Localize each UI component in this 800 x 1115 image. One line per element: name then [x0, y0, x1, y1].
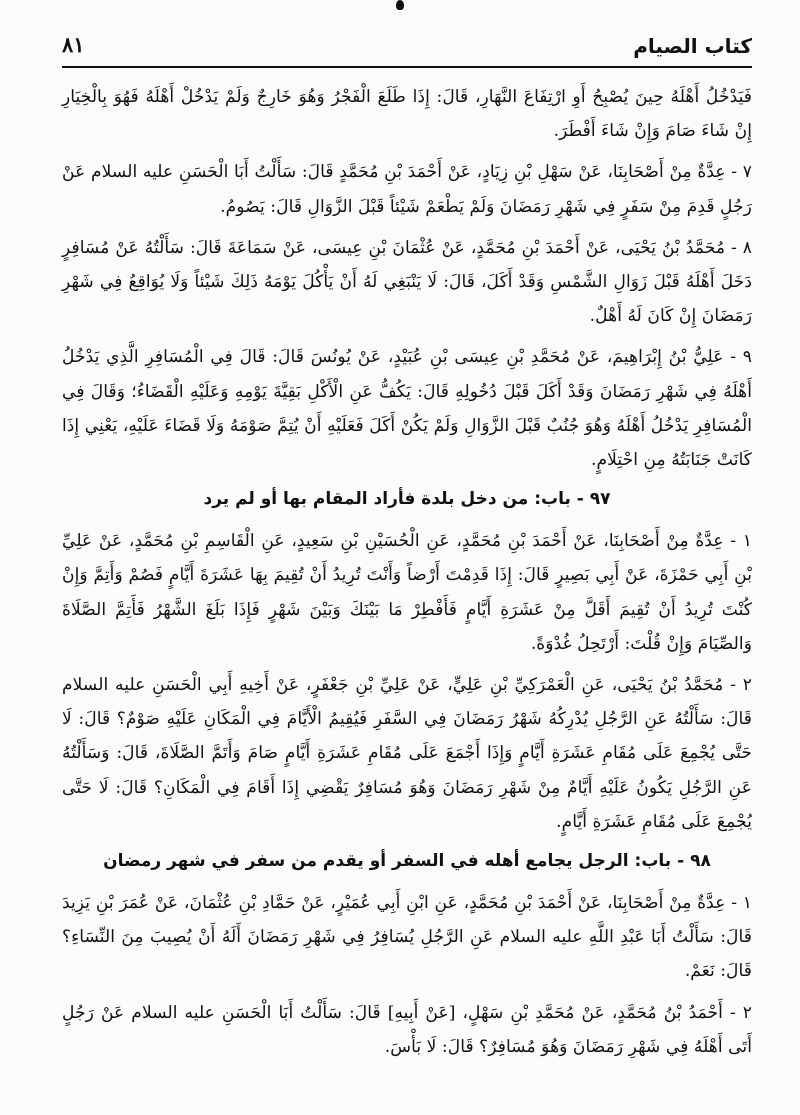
- hadith-97-2: ٢ - مُحَمَّدُ بْنُ يَحْيَى، عَنِ الْعَمْرَكِيِّ بْنِ عَلِيٍّ، عَنْ عَلِيِّ بْنِ جَعْفَرٍ، عَنْ أَخِيهِ أَبِي الْحَسَنِ عليه السلام قَالَ: سَأَلْتُهُ عَنِ الرَّجُلِ يُدْرِكُهُ شَهْرُ رَمَضَانَ فِي السَّفَرِ فَيُقِيمُ الْأَيَّامَ فِي الْمَكَانِ عَلَيْهِ صَوْمٌ؟ قَالَ: لَا حَتَّى يُجْمِعَ عَلَى مُقَامِ عَشَرَةِ أَيَّامٍ وَإِذَا أَجْمَعَ عَلَى مُقَامِ عَشَرَةِ أَيَّامٍ صَامَ وَأَتَمَّ الصَّلَاةَ، قَالَ: وَسَأَلْتُهُ عَنِ الرَّجُلِ يَكُونُ عَلَيْهِ أَيَّامٌ مِنْ شَهْرِ رَمَضَانَ وَهُوَ مُسَافِرٌ يَقْضِي إِذَا أَقَامَ فِي الْمَكَانِ؟ قَالَ: لَا حَتَّى يُجْمِعَ عَلَى مُقَامِ عَشَرَةِ أَيَّامٍ.: [62, 675, 752, 832]
- header-rule: [62, 66, 752, 68]
- hadith-98-1: ١ - عِدَّةٌ مِنْ أَصْحَابِنَا، عَنْ أَحْمَدَ بْنِ مُحَمَّدٍ، عَنِ ابْنِ أَبِي عُمَيْرٍ، عَنْ حَمَّادِ بْنِ عُثْمَانَ، عَنْ عُمَرَ بْنِ يَزِيدَ قَالَ: سَأَلْتُ أَبَا عَبْدِ اللَّهِ عليه السلام عَنِ الرَّجُلِ يُسَافِرُ فِي شَهْرِ رَمَضَانَ أَلَهُ أَنْ يُصِيبَ مِنَ النِّسَاءِ؟ قَالَ: نَعَمْ.: [62, 893, 752, 982]
- hadith-8: ٨ - مُحَمَّدُ بْنُ يَحْيَى، عَنْ أَحْمَدَ بْنِ مُحَمَّدٍ، عَنْ عُثْمَانَ بْنِ عِيسَى، عَنْ سَمَاعَةَ قَالَ: سَأَلْتُهُ عَنْ مُسَافِرٍ دَخَلَ أَهْلَهُ قَبْلَ زَوَالِ الشَّمْسِ وَقَدْ أَكَلَ، قَالَ: لَا يَنْبَغِي لَهُ أَنْ يَأْكُلَ يَوْمَهُ ذَلِكَ شَيْئاً وَلَا يُوَاقِعُ فِي شَهْرِ رَمَضَانَ إِنْ كَانَ لَهُ أَهْلٌ.: [62, 237, 752, 327]
- page-body: [62, 80, 752, 1071]
- page-number: ٨١: [62, 32, 85, 57]
- running-title: كتاب الصيام: [633, 34, 752, 58]
- chapter-heading-98: ٩٨ - باب: الرجل يجامع أهله في السفر أو يقدم من سفر في شهر رمضان: [103, 851, 711, 872]
- paragraph-continuation: فَيَدْخُلُ أَهْلَهُ حِينَ يُصْبِحُ أَوِ ارْتِفَاعَ النَّهَارِ، قَالَ: إِذَا طَلَعَ الْفَجْرُ وَهُوَ خَارِجٌ وَلَمْ يَدْخُلْ أَهْلَهُ فَهُوَ بِالْخِيَارِ إِنْ شَاءَ صَامَ وَإِنْ شَاءَ أَفْطَرَ.: [62, 87, 752, 142]
- top-ink-mark: [396, 0, 404, 10]
- hadith-98-2: ٢ - أَحْمَدُ بْنُ مُحَمَّدٍ، عَنْ مُحَمَّدِ بْنِ سَهْلٍ، [عَنْ أَبِيهِ] قَالَ: سَأَلْتُ أَبَا الْحَسَنِ عليه السلام عَنْ رَجُلٍ أَتَى أَهْلَهُ فِي شَهْرِ رَمَضَانَ وَهُوَ مُسَافِرٌ؟ قَالَ: لَا بَأْسَ.: [62, 1002, 752, 1057]
- hadith-9: ٩ - عَلِيُّ بْنُ إِبْرَاهِيمَ، عَنْ مُحَمَّدِ بْنِ عِيسَى بْنِ عُبَيْدٍ، عَنْ يُونُسَ قَالَ: قَالَ فِي الْمُسَافِرِ الَّذِي يَدْخُلُ أَهْلَهُ فِي شَهْرِ رَمَضَانَ وَقَدْ أَكَلَ قَبْلَ دُخُولِهِ قَالَ: يَكُفُّ عَنِ الْأَكْلِ بَقِيَّةَ يَوْمِهِ وَعَلَيْهِ الْقَضَاءُ؛ وَقَالَ فِي الْمُسَافِرِ يَدْخُلُ أَهْلَهُ وَهُوَ جُنُبٌ قَبْلَ الزَّوَالِ وَلَمْ يَكُنْ أَكَلَ فَعَلَيْهِ أَنْ يُتِمَّ صَوْمَهُ وَلَا قَضَاءَ عَلَيْهِ، يَعْنِي إِذَا كَانَتْ جَنَابَتُهُ مِنِ احْتِلَامٍ.: [62, 347, 752, 471]
- chapter-heading-97: ٩٧ - باب: من دخل بلدة فأراد المقام بها أو لم يرد: [203, 489, 611, 510]
- hadith-97-1: ١ - عِدَّةٌ مِنْ أَصْحَابِنَا، عَنْ أَحْمَدَ بْنِ مُحَمَّدٍ، عَنِ الْحُسَيْنِ بْنِ سَعِيدٍ، عَنِ الْقَاسِمِ بْنِ مُحَمَّدٍ، عَنْ عَلِيِّ بْنِ أَبِي حَمْزَةَ، عَنْ أَبِي بَصِيرٍ قَالَ: إِذَا قَدِمْتَ أَرْضاً وَأَنْتَ تُرِيدُ أَنْ تُقِيمَ بِهَا عَشَرَةَ أَيَّامٍ فَصُمْ وَأَتِمَّ وَإِنْ كُنْتَ تُرِيدُ أَنْ تُقِيمَ أَقَلَّ مِنْ عَشَرَةِ أَيَّامٍ فَأَفْطِرْ مَا بَيْنَكَ وَبَيْنَ شَهْرٍ فَإِذَا بَلَغَ الشَّهْرُ فَأَتِمَّ الصَّلَاةَ وَالصِّيَامَ وَإِنْ قُلْتَ: أَرْتَحِلُ غُدْوَةً.: [62, 531, 752, 654]
- hadith-7: ٧ - عِدَّةٌ مِنْ أَصْحَابِنَا، عَنْ سَهْلِ بْنِ زِيَادٍ، عَنْ أَحْمَدَ بْنِ مُحَمَّدٍ قَالَ: سَأَلْتُ أَبَا الْحَسَنِ عليه السلام عَنْ رَجُلٍ قَدِمَ مِنْ سَفَرٍ فِي شَهْرِ رَمَضَانَ وَلَمْ يَطْعَمْ شَيْئاً قَبْلَ الزَّوَالِ قَالَ: يَصُومُ.: [62, 162, 752, 217]
- page-header: [62, 32, 752, 66]
